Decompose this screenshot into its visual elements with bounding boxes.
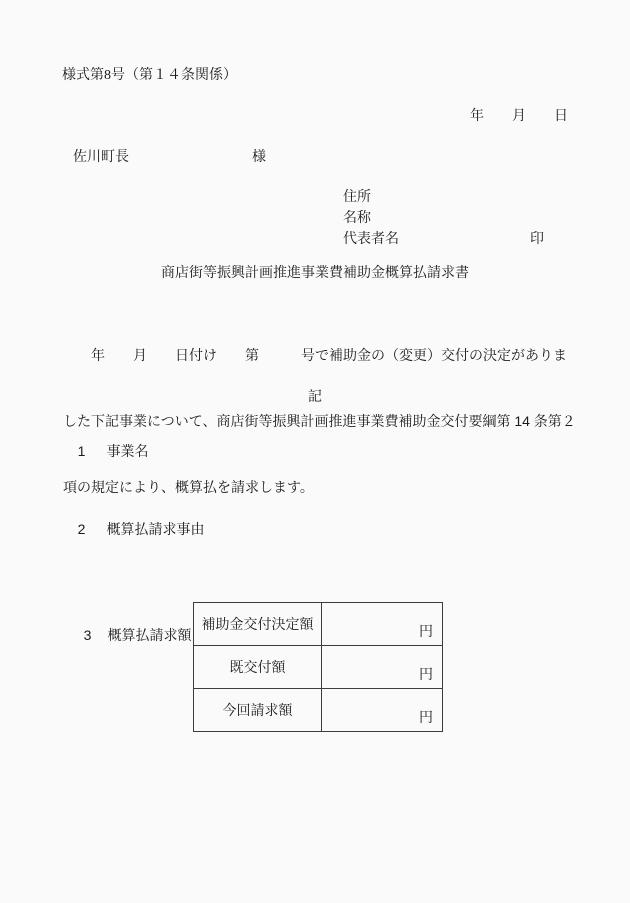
record-marker: 記 [308, 388, 322, 404]
applicant-name-label: 名称 [343, 209, 371, 225]
unit-label: 円 [419, 709, 433, 725]
amount-table [193, 602, 443, 732]
item-claim-reason [62, 503, 205, 555]
row-label: 今回請求額 [194, 689, 322, 731]
addressee-honorific: 様 [252, 148, 266, 164]
applicant-address-label: 住所 [343, 188, 371, 204]
item-claim-amount [68, 609, 192, 661]
row-label: 補助金交付決定額 [194, 603, 322, 645]
row-value-cell [322, 646, 442, 688]
body-line-2: した下記事業について、商店街等振興計画推進事業費補助金交付要綱第 14 条第２ [63, 413, 576, 429]
body-line-3: 項の規定により、概算払を請求します。 [63, 479, 314, 495]
unit-label: 円 [419, 623, 433, 639]
item-label: 概算払請求額 [107, 627, 192, 643]
row-value-cell [322, 689, 442, 731]
item-label: 概算払請求事由 [106, 521, 205, 537]
item-label: 事業名 [106, 443, 149, 459]
row-label: 既交付額 [194, 646, 322, 688]
applicant-representative-label: 代表者名 [343, 230, 399, 246]
document-title: 商店街等振興計画推進事業費補助金概算払請求書 [161, 264, 469, 280]
item-number: 3 [83, 627, 92, 643]
unit-label: 円 [419, 666, 433, 682]
table-row [194, 688, 442, 731]
date-line: 年 月 日 [470, 107, 568, 123]
table-row [194, 645, 442, 688]
body-line-1: 年 月 日付け 第 号で補助金の（変更）交付の決定がありま [63, 347, 567, 363]
row-value-cell [322, 603, 442, 645]
item-number: 2 [77, 521, 86, 537]
table-row [194, 603, 442, 645]
item-project-name [62, 425, 149, 477]
seal-mark: 印 [530, 230, 544, 246]
item-number: 1 [77, 443, 86, 459]
form-number: 様式第8号（第１４条関係） [62, 68, 237, 83]
addressee-name: 佐川町長 [73, 148, 129, 164]
